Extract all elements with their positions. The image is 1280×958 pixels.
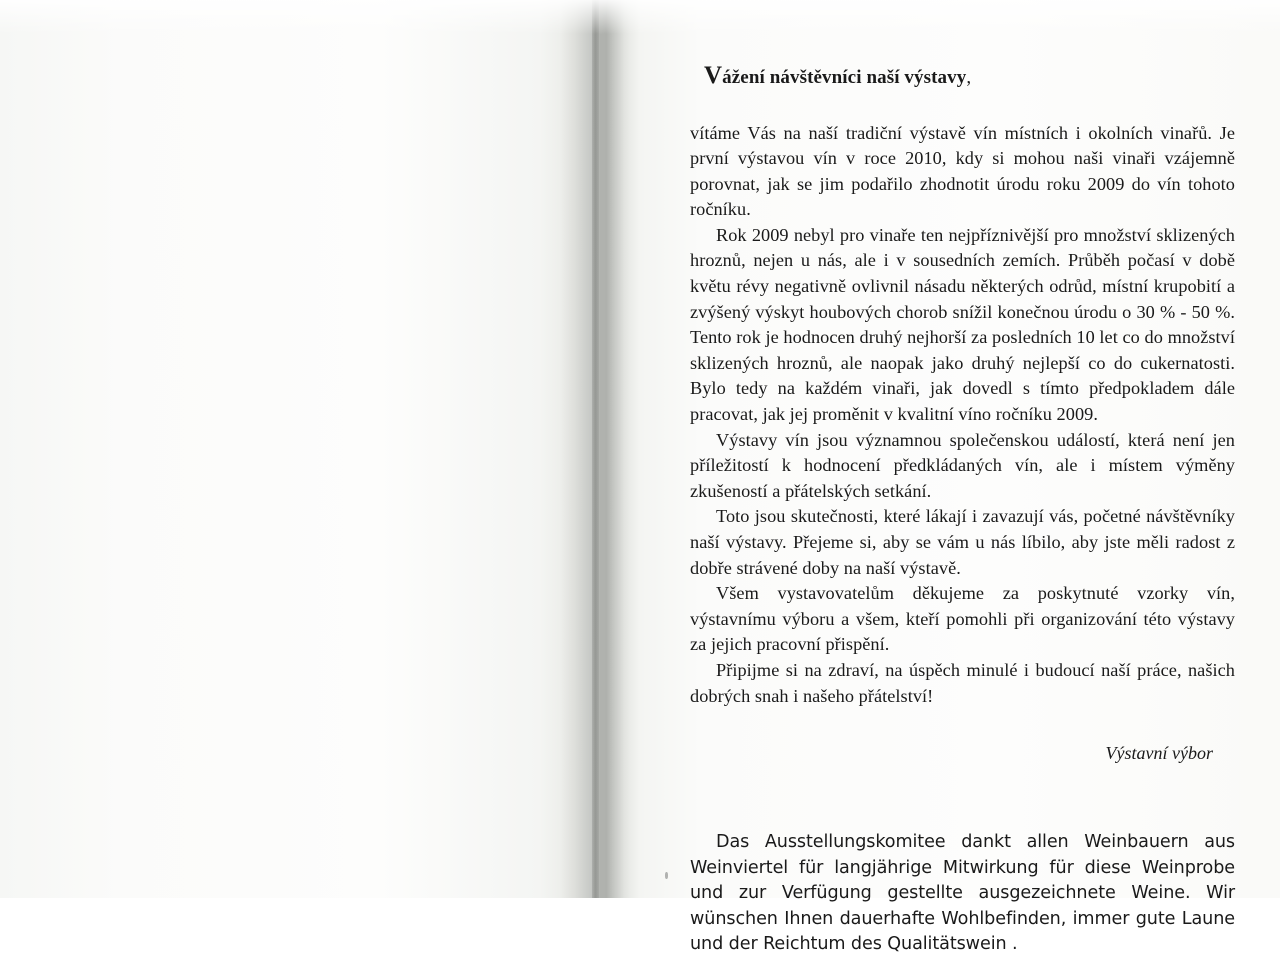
- book-spine-crease: [592, 0, 599, 898]
- scan-speck: [665, 872, 668, 879]
- right-text-page: [640, 0, 1280, 955]
- left-blank-page: [0, 0, 575, 898]
- german-paragraph: Das Ausstellungskomitee dankt allen Weinbauern aus Weinviertel für langjährige Mitwirkung für diese Weinprobe und zur Verfügung gestellte ausgezeichnete Weine. Wir wünschen Ihnen dauerhafte Wohlbefinden, immer gute Laune und der Reichtum des Qualitätswein .: [690, 832, 1235, 955]
- signature-line: Výstavní výbor: [1105, 743, 1213, 764]
- salutation-heading: [690, 60, 1235, 93]
- salutation-dropcap: V: [704, 62, 723, 89]
- salutation-comma: ,: [966, 67, 972, 88]
- paragraph-6: Připijme si na zdraví, na úspěch minulé i budoucí naší práce, našich dobrých snah i našeho přátelství!: [690, 659, 1235, 706]
- paragraph-3: Výstavy vín jsou významnou společenskou událostí, která není jen příležitostí k hodnocení předkládaných vín, ale i místem výměny zkušeností a přátelských setkání.: [690, 429, 1235, 501]
- paragraph-1: vítáme Vás na naší tradiční výstavě vín místních i okolních vinařů. Je první výstavou vín v roce 2010, kdy si mohou naši vinaři vzájemně porovnat, jak se jim podařilo zhodnotit úrodu roku 2009 do vín tohoto ročníku.: [690, 122, 1235, 220]
- salutation-text: ážení návštěvníci naší výstavy: [722, 67, 967, 88]
- paragraph-4: Toto jsou skutečnosti, které lákají i zavazují vás, početné návštěvníky naší výstavy. Přejeme si, aby se vám u nás líbilo, aby jste měli radost z dobře strávené doby na naší výstavě.: [690, 506, 1235, 578]
- paragraph-2: Rok 2009 nebyl pro vinaře ten nejpříznivější pro množství sklizených hroznů, nejen u nás, ale i v sousedních zemích. Průběh počasí v době květu révy negativně ovlivnil násadu některých odrůd, místní krupobití a zvýšený výskyt houbových chorob snížil konečnou úrodu o 30 % - 50 %. Tento rok je hodnocen druhý nejhorší za posledních 10 let co do množství sklizených hroznů, ale naopak jako druhý nejlepší co do cukernatosti. Bylo tedy na každém vinaři, jak dovedl s tímto předpokladem dále pracovat, jak jej proměnit v kvalitní víno ročníku 2009.: [690, 224, 1235, 425]
- german-translation-block: [690, 830, 1235, 958]
- paragraph-5: Všem vystavovatelům děkujeme za poskytnuté vzorky vín, výstavnímu výboru a všem, kteří pomohli při organizování této výstavy za jejich pracovní přispění.: [690, 583, 1235, 655]
- text-column: [690, 60, 1235, 958]
